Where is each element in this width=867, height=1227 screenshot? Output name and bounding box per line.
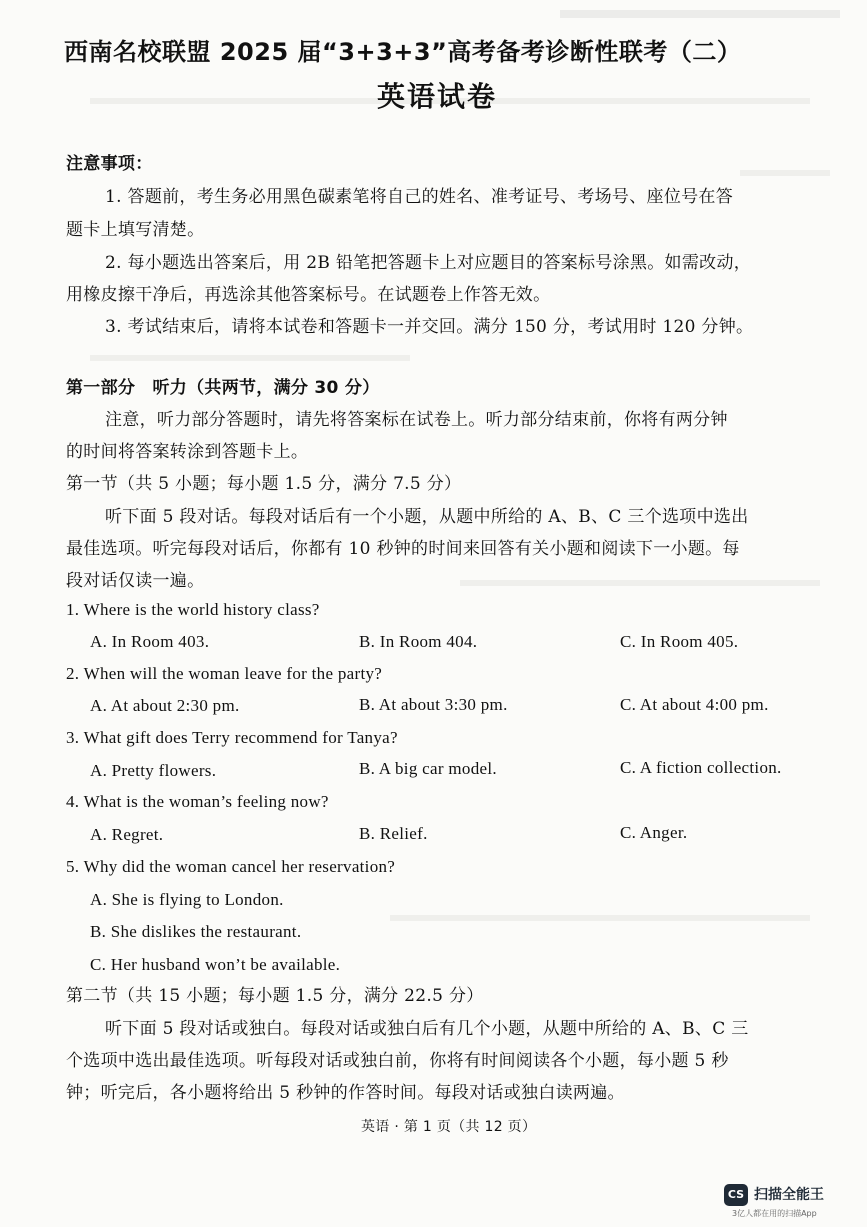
bleed-through-decoration [460, 580, 820, 586]
question-2: 2. When will the woman leave for the party? [66, 664, 383, 683]
part1-heading: 第一部分 听力（共两节，满分 30 分） [66, 378, 380, 398]
bleed-through-decoration [390, 915, 810, 921]
question-1: 1. Where is the world history class? [66, 600, 320, 619]
option-5a: A. She is flying to London. [90, 890, 284, 909]
bleed-through-decoration [90, 355, 410, 361]
option-1b: B. In Room 404. [359, 632, 478, 651]
section1-intro-cont: 段对话仅读一遍。 [66, 571, 205, 591]
option-1c: C. In Room 405. [620, 632, 739, 651]
notice-heading: 注意事项： [66, 154, 153, 174]
section1-heading: 第一节（共 5 小题；每小题 1.5 分，满分 7.5 分） [66, 474, 462, 494]
option-4c: C. Anger. [620, 823, 688, 842]
bleed-through-decoration [560, 10, 840, 18]
notice-item-2: 2. 每小题选出答案后，用 2B 铅笔把答题卡上对应题目的答案标号涂黑。如需改动， [105, 253, 752, 273]
question-4: 4. What is the woman’s feeling now? [66, 792, 329, 811]
notice-item-1-cont: 题卡上填写清楚。 [66, 220, 205, 240]
option-3b: B. A big car model. [359, 759, 497, 778]
bleed-through-decoration [740, 170, 830, 176]
option-5b: B. She dislikes the restaurant. [90, 922, 302, 941]
option-1a: A. In Room 403. [90, 632, 210, 651]
notice-item-2-cont: 用橡皮擦干净后，再选涂其他答案标号。在试题卷上作答无效。 [66, 285, 551, 305]
section2-intro-cont: 钟；听完后，各小题将给出 5 秒钟的作答时间。每段对话或独白读两遍。 [66, 1083, 625, 1103]
notice-item-1: 1. 答题前，考生务必用黑色碳素笔将自己的姓名、准考证号、考场号、座位号在答 [105, 187, 734, 207]
camscanner-logo-icon: CS [724, 1184, 748, 1206]
exam-subject: 英语试卷 [377, 80, 498, 113]
part1-intro-cont: 的时间将答案转涂到答题卡上。 [66, 442, 309, 462]
option-3c: C. A fiction collection. [620, 758, 782, 777]
part1-intro: 注意，听力部分答题时，请先将答案标在试卷上。听力部分结束前，你将有两分钟 [105, 410, 728, 430]
option-4b: B. Relief. [359, 824, 428, 843]
exam-title: 西南名校联盟 2025 届“3+3+3”高考备考诊断性联考（二） [64, 38, 742, 66]
question-3: 3. What gift does Terry recommend for Tanya? [66, 728, 398, 747]
option-2c: C. At about 4:00 pm. [620, 695, 769, 714]
section2-intro-cont: 个选项中选出最佳选项。听每段对话或独白前，你将有时间阅读各个小题，每小题 5 秒 [66, 1051, 729, 1071]
option-4a: A. Regret. [90, 825, 164, 844]
section1-intro: 听下面 5 段对话。每段对话后有一个小题，从题中所给的 A、B、C 三个选项中选出 [105, 507, 749, 527]
option-3a: A. Pretty flowers. [90, 761, 217, 780]
scanner-app-name: 扫描全能王 [754, 1187, 824, 1203]
option-5c: C. Her husband won’t be available. [90, 955, 341, 974]
scanner-tagline: 3亿人都在用的扫描App [732, 1209, 817, 1218]
notice-item-3: 3. 考试结束后，请将本试卷和答题卡一并交回。满分 150 分，考试用时 120 分钟。 [105, 317, 754, 337]
option-2b: B. At about 3:30 pm. [359, 695, 508, 714]
section1-intro-cont: 最佳选项。听完每段对话后，你都有 10 秒钟的时间来回答有关小题和阅读下一小题。每 [66, 539, 740, 559]
page-footer: 英语 · 第 1 页（共 12 页） [361, 1119, 537, 1135]
section2-intro: 听下面 5 段对话或独白。每段对话或独白后有几个小题，从题中所给的 A、B、C 三 [105, 1019, 749, 1039]
scanner-watermark [722, 1180, 862, 1220]
option-2a: A. At about 2:30 pm. [90, 696, 240, 715]
section2-heading: 第二节（共 15 小题；每小题 1.5 分，满分 22.5 分） [66, 986, 484, 1006]
question-5: 5. Why did the woman cancel her reservation? [66, 857, 396, 876]
